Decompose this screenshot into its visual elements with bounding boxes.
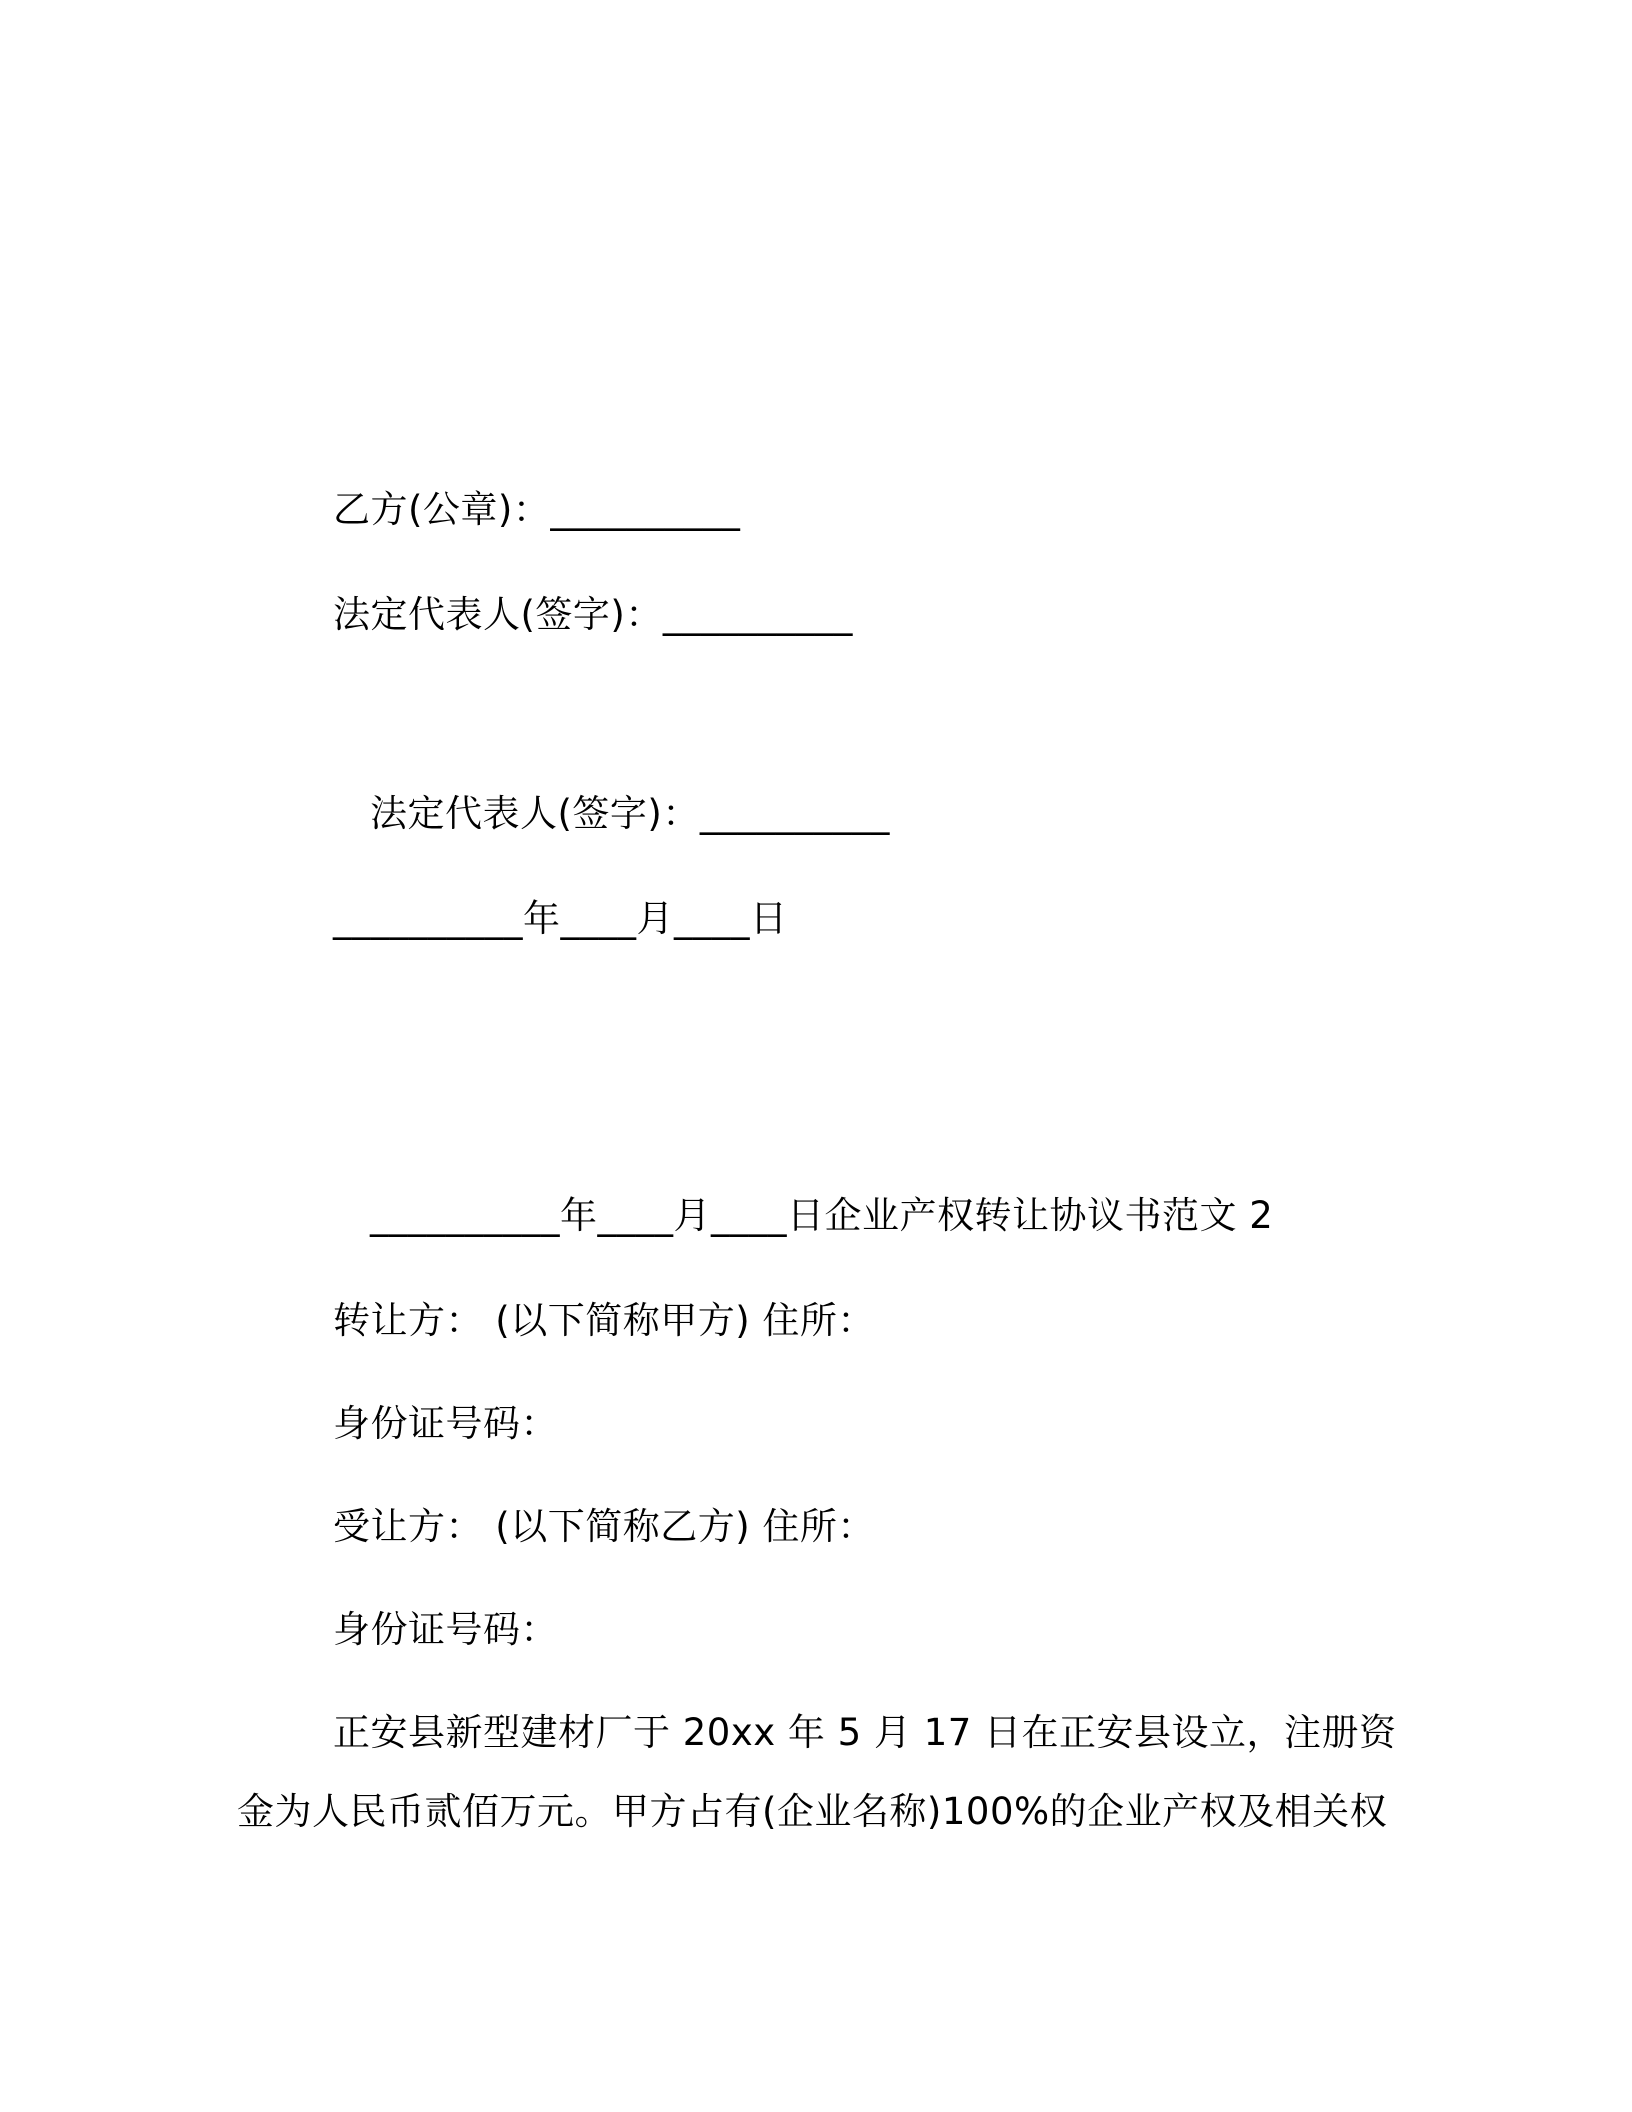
body-paragraph-line: 正安县新型建材厂于 20xx 年 5 月 17 日在正安县设立，注册资 xyxy=(333,1711,1397,1754)
transferee-line: 受让方： (以下简称乙方) 住所： xyxy=(333,1505,875,1548)
transferor-line: 转让方： (以下简称甲方) 住所： xyxy=(333,1299,875,1342)
legal-representative-signature-line-2: 法定代表人(签字)：__________ xyxy=(370,792,890,835)
body-paragraph-line-2: 金为人民币贰佰万元。甲方占有(企业名称)100%的企业产权及相关权 xyxy=(237,1790,1388,1833)
id-number-line: 身份证号码： xyxy=(333,1402,558,1445)
document-title-line: __________年____月____日企业产权转让协议书范文 2 xyxy=(370,1194,1274,1237)
date-line: __________年____月____日 xyxy=(333,897,788,940)
id-number-line-2: 身份证号码： xyxy=(333,1608,558,1651)
party-b-seal-line: 乙方(公章)：__________ xyxy=(333,488,741,531)
legal-representative-signature-line: 法定代表人(签字)：__________ xyxy=(333,593,853,636)
